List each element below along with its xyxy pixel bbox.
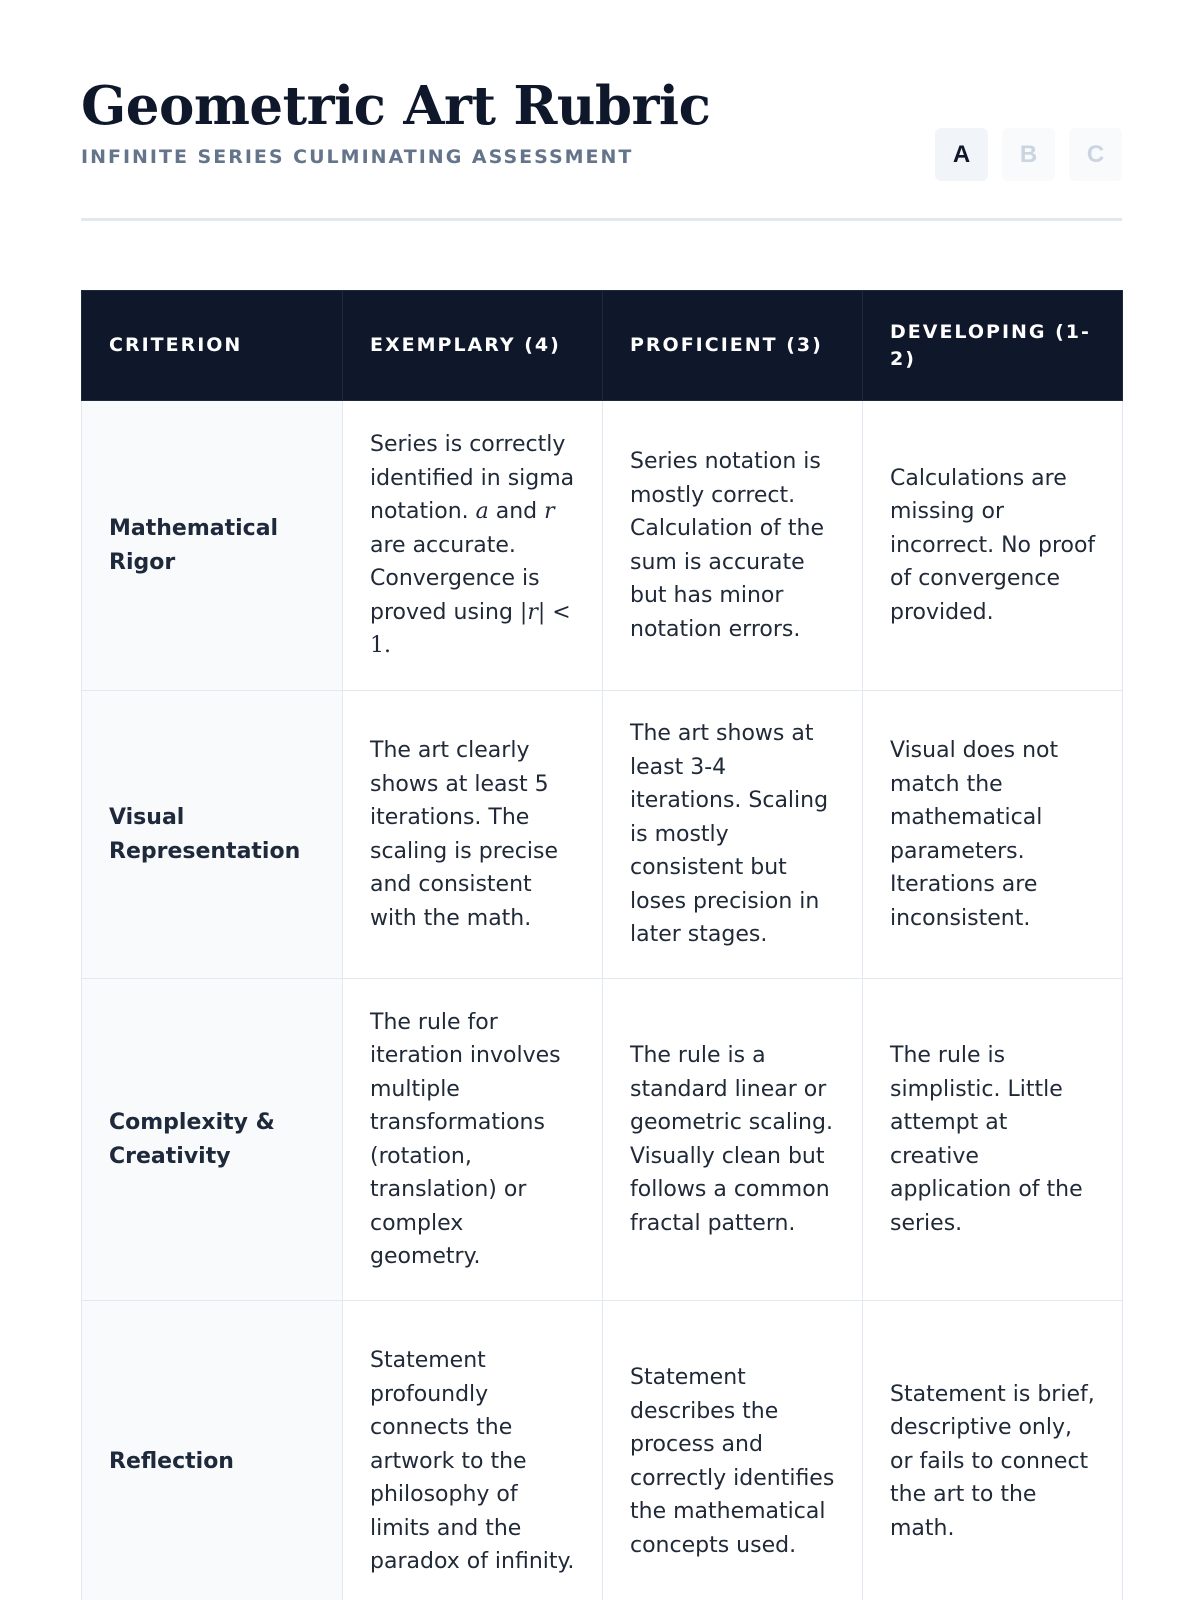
cell-text: Series is correctly identified in sigma notation. bbox=[370, 432, 575, 525]
criterion-cell: Reflection bbox=[82, 1301, 343, 1600]
column-header-exemplary: EXEMPLARY (4) bbox=[343, 291, 603, 401]
column-header-criterion: CRITERION bbox=[82, 291, 343, 401]
exemplary-cell: The rule for iteration involves multiple transformations (rotation, translation) or complex geometry. bbox=[343, 979, 603, 1301]
column-header-proficient: PROFICIENT (3) bbox=[603, 291, 863, 401]
criterion-cell: Mathematical Rigor bbox=[82, 401, 343, 691]
math-variable-a: a bbox=[475, 499, 489, 525]
table-header-row bbox=[82, 291, 1123, 401]
developing-cell: Calculations are missing or incorrect. No proof of convergence provided. bbox=[863, 401, 1123, 691]
table-row bbox=[82, 1301, 1123, 1600]
developing-cell: Statement is brief, descriptive only, or fails to connect the art to the math. bbox=[863, 1301, 1123, 1600]
rubric-table bbox=[81, 290, 1123, 1600]
proficient-cell: The rule is a standard linear or geometric scaling. Visually clean but follows a common fractal pattern. bbox=[603, 979, 863, 1301]
proficient-cell: The art shows at least 3-4 iterations. Scaling is mostly consistent but loses precision in later stages. bbox=[603, 691, 863, 979]
criterion-cell: Complexity & Creativity bbox=[82, 979, 343, 1301]
version-tabs bbox=[935, 128, 1122, 181]
developing-cell: Visual does not match the mathematical parameters. Iterations are inconsistent. bbox=[863, 691, 1123, 979]
math-abs-r: |r| bbox=[519, 599, 546, 625]
criterion-cell: Visual Representation bbox=[82, 691, 343, 979]
table-row bbox=[82, 979, 1123, 1301]
column-header-developing: DEVELOPING (1-2) bbox=[863, 291, 1123, 401]
math-less-than-one: < 1 bbox=[370, 599, 571, 659]
proficient-cell: Statement describes the process and correctly identifies the mathematical concepts used. bbox=[603, 1301, 863, 1600]
cell-text: . bbox=[384, 633, 391, 659]
math-variable-r: r bbox=[544, 499, 555, 525]
exemplary-cell: Statement profoundly connects the artwork to the philosophy of limits and the paradox of infinity. bbox=[343, 1301, 603, 1600]
developing-cell: The rule is simplistic. Little attempt at creative application of the series. bbox=[863, 979, 1123, 1301]
table-row bbox=[82, 691, 1123, 979]
version-tab-b[interactable]: B bbox=[1002, 128, 1055, 181]
exemplary-cell: The art clearly shows at least 5 iterations. The scaling is precise and consistent with the math. bbox=[343, 691, 603, 979]
proficient-cell: Series notation is mostly correct. Calculation of the sum is accurate but has minor notation errors. bbox=[603, 401, 863, 691]
table-row bbox=[82, 401, 1123, 691]
version-tab-c[interactable]: C bbox=[1069, 128, 1122, 181]
cell-text: and bbox=[488, 499, 545, 525]
exemplary-cell bbox=[343, 401, 603, 691]
page-title: Geometric Art Rubric bbox=[81, 75, 711, 137]
page-subtitle: INFINITE SERIES CULMINATING ASSESSMENT bbox=[81, 146, 634, 168]
version-tab-a[interactable]: A bbox=[935, 128, 988, 181]
header-divider bbox=[81, 218, 1122, 221]
cell-text: are accurate. Convergence is proved using bbox=[370, 532, 540, 625]
